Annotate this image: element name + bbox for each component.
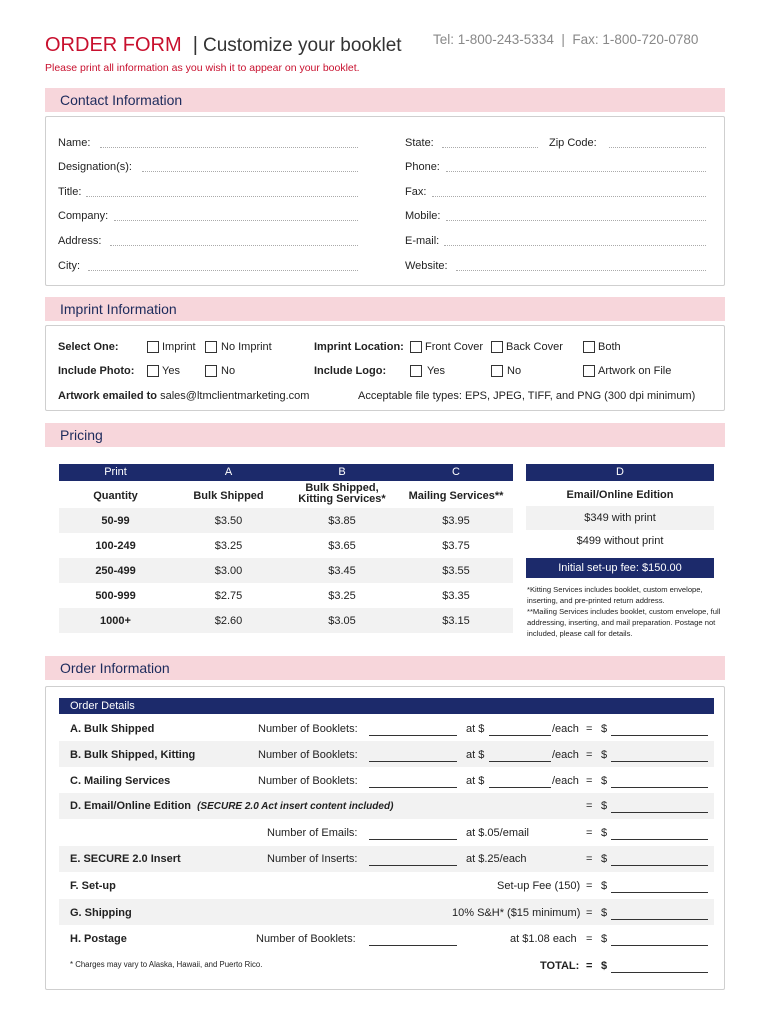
order-row-b-equals: = xyxy=(586,749,593,761)
pricing-a: $3.25 xyxy=(214,540,243,552)
page-title: ORDER FORM xyxy=(45,34,182,56)
order-row-a-price-field[interactable] xyxy=(489,735,551,736)
order-row-a-total-field[interactable] xyxy=(611,735,708,736)
order-row-d-dollar: $ xyxy=(601,800,608,812)
imprint-section-header xyxy=(45,297,725,321)
shipping-fee-label: 10% S&H* ($15 minimum) xyxy=(452,907,581,919)
order-row-c-price-field[interactable] xyxy=(489,787,551,788)
order-row-c-total-field[interactable] xyxy=(611,787,708,788)
setup-fee-label: Set-up Fee (150) xyxy=(497,880,581,892)
total-field[interactable] xyxy=(611,972,708,973)
phone-label: Phone: xyxy=(405,161,440,173)
order-row-a-label: A. Bulk Shipped xyxy=(70,723,155,735)
photo-yes-label: Yes xyxy=(162,365,180,377)
no-imprint-option-label: No Imprint xyxy=(221,341,272,353)
order-row-a-equals: = xyxy=(586,723,593,735)
emails-field[interactable] xyxy=(369,839,457,840)
title-field[interactable] xyxy=(86,196,358,197)
order-row-c-booklets-field[interactable] xyxy=(369,787,457,788)
artwork-on-file-checkbox[interactable] xyxy=(583,365,595,377)
contact-heading: Contact Information xyxy=(60,92,183,108)
designations-label: Designation(s): xyxy=(58,161,132,173)
col-d-header: D xyxy=(526,464,714,481)
order-row-bg xyxy=(59,899,714,925)
mobile-label: Mobile: xyxy=(405,210,441,222)
pricing-c: $3.35 xyxy=(442,590,470,602)
logo-no-label: No xyxy=(507,365,522,377)
name-field[interactable] xyxy=(100,147,358,148)
order-row-c-label: C. Mailing Services xyxy=(70,775,171,787)
order-row-g-equals: = xyxy=(586,907,593,919)
no-imprint-checkbox[interactable] xyxy=(205,341,217,353)
total-label: TOTAL: xyxy=(540,960,580,972)
zip-field[interactable] xyxy=(609,147,706,148)
back-cover-label: Back Cover xyxy=(506,341,563,353)
emails-total-field[interactable] xyxy=(611,839,708,840)
logo-no-checkbox[interactable] xyxy=(491,365,503,377)
pricing-c: $3.55 xyxy=(442,565,470,577)
inserts-field[interactable] xyxy=(369,865,457,866)
include-photo-label: Include Photo: xyxy=(58,365,135,377)
front-cover-label: Front Cover xyxy=(425,341,484,353)
zip-label: Zip Code: xyxy=(549,137,597,149)
order-row-d-total-field[interactable] xyxy=(611,812,708,813)
order-row-c-each: /each xyxy=(552,775,579,787)
page-title-block xyxy=(45,34,402,57)
pricing-a: $2.60 xyxy=(214,615,243,627)
email-online-subheader: Email/Online Edition xyxy=(566,489,674,501)
order-row-d-label: D. Email/Online Edition xyxy=(70,800,192,812)
pricing-c: $3.75 xyxy=(442,540,470,552)
order-row-b-booklets-label: Number of Booklets: xyxy=(258,749,358,761)
order-section-header xyxy=(45,656,725,680)
order-row-c-equals: = xyxy=(586,775,593,787)
select-one-label: Select One: xyxy=(58,341,119,353)
photo-no-checkbox[interactable] xyxy=(205,365,217,377)
order-row-f-equals: = xyxy=(586,880,593,892)
order-row-b-label: B. Bulk Shipped, Kitting xyxy=(70,749,196,761)
order-row-a-booklets-label: Number of Booklets: xyxy=(258,723,358,735)
pricing-b: $3.65 xyxy=(328,540,356,552)
website-field[interactable] xyxy=(456,270,706,271)
kitting-subheader xyxy=(285,483,399,505)
contact-phone-fax: Tel: 1-800-243-5334 | Fax: 1-800-720-0780 xyxy=(433,32,699,47)
page-subtitle: Customize your booklet xyxy=(203,35,402,56)
total-dollar: $ xyxy=(601,960,608,972)
bulk-shipped-subheader: Bulk Shipped xyxy=(193,490,264,502)
name-label: Name: xyxy=(58,137,91,149)
order-row-d-line xyxy=(70,800,393,812)
col-print-header: Print xyxy=(104,466,127,478)
artwork-on-file-label: Artwork on File xyxy=(598,365,672,377)
order-row-a-dollar: $ xyxy=(601,723,608,735)
state-label: State: xyxy=(405,137,434,149)
company-label: Company: xyxy=(58,210,109,222)
col-a-header: A xyxy=(224,466,233,478)
order-row-g-label: G. Shipping xyxy=(70,907,132,919)
postage-booklets-field[interactable] xyxy=(369,945,457,946)
order-row-c-at: at $ xyxy=(466,775,485,787)
order-row-b-at: at $ xyxy=(466,749,485,761)
order-row-h-dollar: $ xyxy=(601,933,608,945)
order-row-b-total-field[interactable] xyxy=(611,761,708,762)
mailing-note: **Mailing Services includes booklet, custom envelope, full addressing, inserting, and mail preparation. Postage not included, please call for details. xyxy=(527,607,721,638)
kitting-note: *Kitting Services includes booklet, custom envelope, inserting, and pre-printed return address. xyxy=(527,585,703,605)
city-field[interactable] xyxy=(88,270,358,271)
charges-note: * Charges may vary to Alaska, Hawaii, and Puerto Rico. xyxy=(70,960,263,969)
order-row-e-total-field[interactable] xyxy=(611,865,708,866)
order-row-a-booklets-field[interactable] xyxy=(369,735,457,736)
artwork-emailed-line xyxy=(58,390,309,402)
pricing-c: $3.15 xyxy=(442,615,470,627)
order-row-h-label: H. Postage xyxy=(70,933,127,945)
order-row-f-total-field[interactable] xyxy=(611,892,708,893)
pricing-qty: 250-499 xyxy=(95,565,136,577)
file-types-note: Acceptable file types: EPS, JPEG, TIFF, and PNG (300 dpi minimum) xyxy=(358,390,696,402)
inserts-label: Number of Inserts: xyxy=(267,853,358,865)
artwork-email-address: sales@ltmclientmarketing.com xyxy=(160,390,310,402)
order-row-g-dollar: $ xyxy=(601,907,608,919)
front-cover-checkbox[interactable] xyxy=(410,341,422,353)
order-row-e-dollar: $ xyxy=(601,853,608,865)
order-row-f-dollar: $ xyxy=(601,880,608,892)
order-row-h-equals: = xyxy=(586,933,593,945)
pricing-a: $3.50 xyxy=(214,515,243,527)
website-label: Website: xyxy=(405,260,448,272)
email-field[interactable] xyxy=(444,245,706,246)
both-checkbox[interactable] xyxy=(583,341,595,353)
pricing-qty: 50-99 xyxy=(101,515,130,527)
order-row-b-each: /each xyxy=(552,749,579,761)
pricing-c: $3.95 xyxy=(442,515,470,527)
kitting-subheader-line2: Kitting Services* xyxy=(298,493,386,505)
logo-yes-label: Yes xyxy=(427,365,445,377)
fax-label: Fax: xyxy=(405,186,427,198)
pricing-b: $3.85 xyxy=(328,515,356,527)
fax-field[interactable] xyxy=(432,196,706,197)
kitting-subheader-line1: Bulk Shipped, xyxy=(305,482,379,494)
emails-equals: = xyxy=(586,827,593,839)
address-field[interactable] xyxy=(110,245,358,246)
setup-fee-banner: Initial set-up fee: $150.00 xyxy=(526,558,714,578)
pricing-qty: 100-249 xyxy=(95,540,136,552)
imprint-checkbox[interactable] xyxy=(147,341,159,353)
logo-yes-checkbox[interactable] xyxy=(410,365,422,377)
both-label: Both xyxy=(598,341,621,353)
pricing-b: $3.25 xyxy=(328,590,356,602)
imprint-location-label: Imprint Location: xyxy=(314,341,404,353)
order-row-a-at: at $ xyxy=(466,723,485,735)
back-cover-checkbox[interactable] xyxy=(491,341,503,353)
emails-rate: at $.05/email xyxy=(466,827,529,839)
order-row-e-label: E. SECURE 2.0 Insert xyxy=(70,853,181,865)
d-with-print: $349 with print xyxy=(584,512,656,524)
pricing-heading: Pricing xyxy=(60,427,103,443)
col-b-header: B xyxy=(338,466,346,478)
pricing-a: $2.75 xyxy=(214,590,243,602)
inserts-rate: at $.25/each xyxy=(466,853,527,865)
order-row-d-equals: = xyxy=(586,800,593,812)
instructions: Please print all information as you wish it to appear on your booklet. xyxy=(45,62,360,74)
d-without-print: $499 without print xyxy=(576,535,664,547)
order-row-c-dollar: $ xyxy=(601,775,608,787)
contact-box xyxy=(45,116,725,286)
quantity-subheader: Quantity xyxy=(93,490,138,502)
include-logo-label: Include Logo: xyxy=(314,365,387,377)
order-row-c-booklets-label: Number of Booklets: xyxy=(258,775,358,787)
pricing-b: $3.05 xyxy=(328,615,356,627)
postage-booklets-label: Number of Booklets: xyxy=(256,933,356,945)
pricing-qty: 500-999 xyxy=(95,590,136,602)
order-heading: Order Information xyxy=(60,660,170,676)
order-row-b-dollar: $ xyxy=(601,749,608,761)
title-separator: | xyxy=(192,34,198,56)
order-row-a-each: /each xyxy=(552,723,579,735)
address-label: Address: xyxy=(58,235,102,247)
pricing-section-header xyxy=(45,423,725,447)
contact-section-header xyxy=(45,88,725,112)
state-field[interactable] xyxy=(442,147,538,148)
order-details-header: Order Details xyxy=(59,698,714,714)
order-row-e-equals: = xyxy=(586,853,593,865)
pricing-b: $3.45 xyxy=(328,565,356,577)
order-row-b-booklets-field[interactable] xyxy=(369,761,457,762)
total-equals: = xyxy=(586,960,593,972)
emails-dollar: $ xyxy=(601,827,608,839)
designations-field[interactable] xyxy=(142,171,358,172)
col-c-header: C xyxy=(452,466,460,478)
mailing-subheader: Mailing Services** xyxy=(408,490,504,502)
title-label: Title: xyxy=(58,186,82,198)
order-row-f-label: F. Set-up xyxy=(70,880,116,892)
phone-field[interactable] xyxy=(446,171,706,172)
pricing-qty: 1000+ xyxy=(100,615,131,627)
city-label: City: xyxy=(58,260,80,272)
photo-no-label: No xyxy=(221,365,236,377)
order-row-d-note: (SECURE 2.0 Act insert content included) xyxy=(197,801,394,812)
artwork-emailed-label: Artwork emailed to xyxy=(58,390,158,402)
emails-label: Number of Emails: xyxy=(267,827,358,839)
pricing-a: $3.00 xyxy=(214,565,243,577)
photo-yes-checkbox[interactable] xyxy=(147,365,159,377)
postage-rate: at $1.08 each xyxy=(510,933,577,945)
imprint-option-label: Imprint xyxy=(162,341,196,353)
company-field[interactable] xyxy=(114,220,358,221)
order-row-g-total-field[interactable] xyxy=(611,919,708,920)
imprint-heading: Imprint Information xyxy=(60,301,177,317)
order-row-h-total-field[interactable] xyxy=(611,945,708,946)
email-label: E-mail: xyxy=(405,235,440,247)
order-row-b-price-field[interactable] xyxy=(489,761,551,762)
mobile-field[interactable] xyxy=(446,220,706,221)
